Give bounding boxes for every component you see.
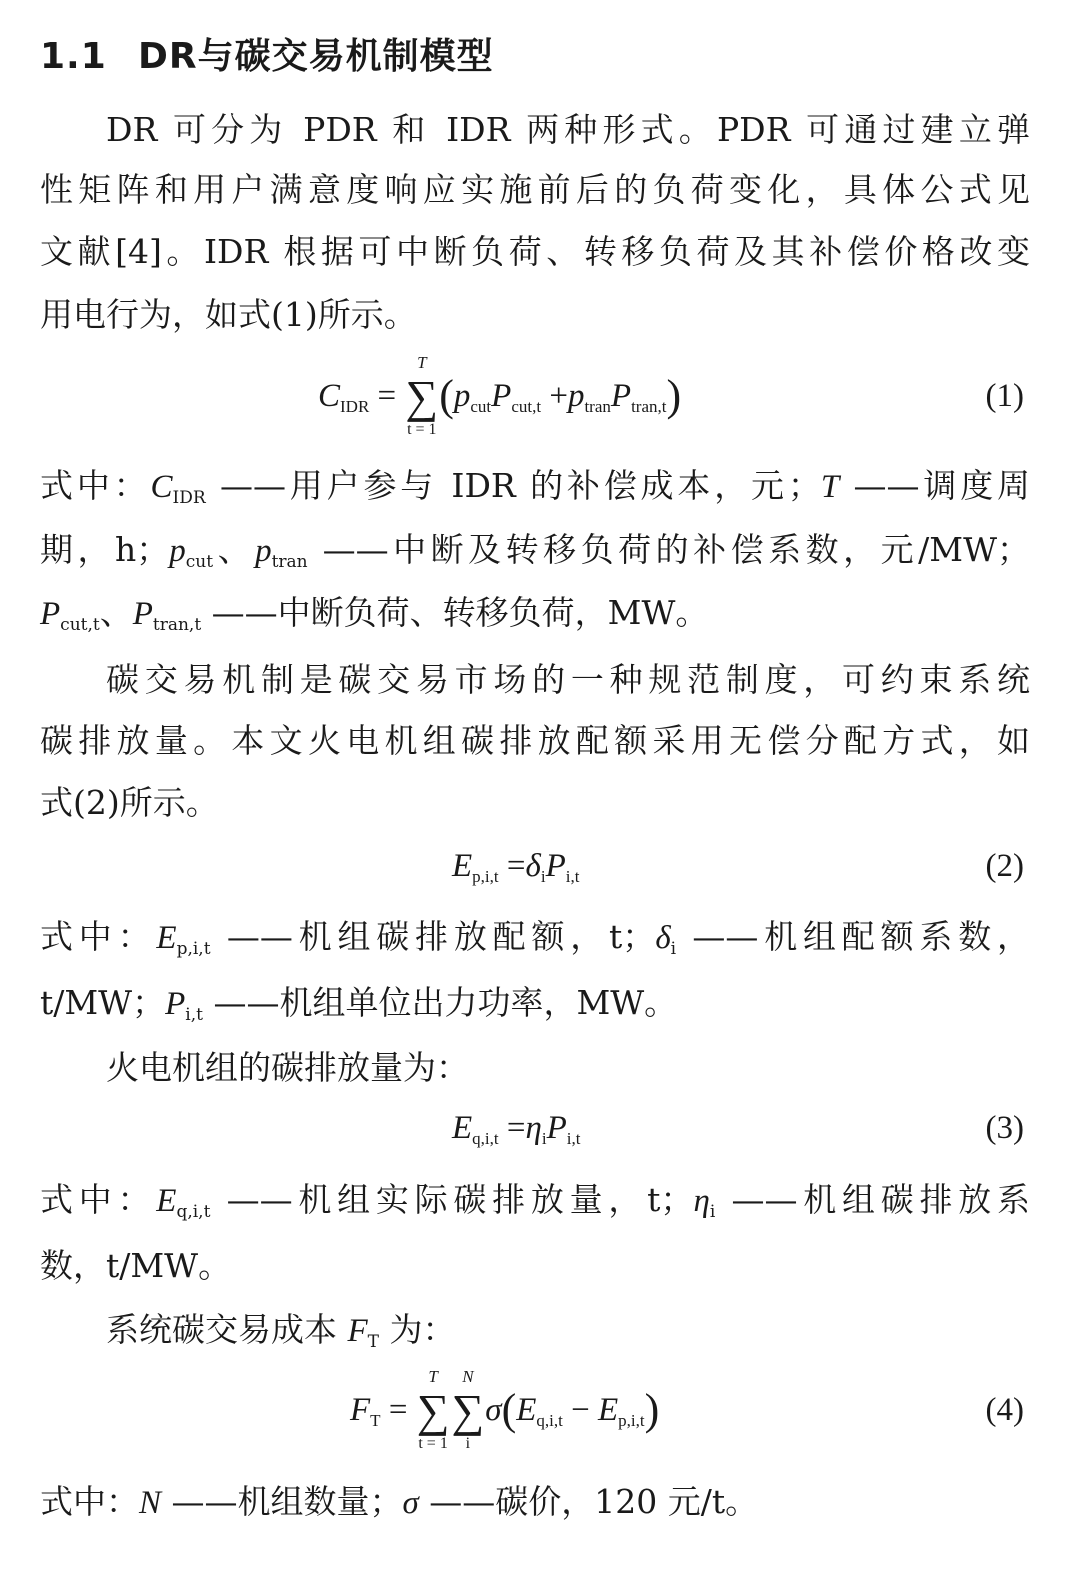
paragraph-line: 碳排放量。本文火电机组碳排放配额采用无偿分配方式，如 bbox=[40, 721, 1030, 760]
definition-line: 式中：$E_{q,i,t}$ ——机组实际碳排放量，t；$\eta_i$ ——机组碳排放系 bbox=[40, 1180, 1031, 1222]
definition-line: 数，t/MW。 bbox=[40, 1246, 232, 1285]
definition-line: 式中：$E_{p,i,t}$ ——机组碳排放配额，t；$\delta_i$ ——机组配额系数， bbox=[40, 917, 1030, 959]
equation-1 bbox=[40, 353, 1030, 442]
equation-4-formula: $F_T$ = ∑ T t = 1 ∑ N i $\sigma(E_{q,i,t} - E_{p,i,t})$ bbox=[350, 1367, 660, 1452]
equation-3-formula: $E_{q,i,t} =\eta_iP_{i,t}$ bbox=[452, 1110, 581, 1148]
equation-1-number: (1) bbox=[985, 378, 1024, 414]
section-title: DR与碳交易机制模型 bbox=[138, 36, 494, 77]
equation-2-number: (2) bbox=[985, 848, 1024, 884]
paragraph-line: DR 可分为 PDR 和 IDR 两种形式。PDR 可通过建立弹 bbox=[106, 110, 1030, 149]
definition-line: 期，h；$p_{cut}$、$p_{tran}$ ——中断及转移负荷的补偿系数，元/MW； bbox=[40, 530, 1031, 572]
summation-symbol: ∑ N i bbox=[451, 1367, 485, 1452]
summation-symbol: ∑ T t = 1 bbox=[405, 353, 439, 438]
definition-line: t/MW；$P_{i,t}$ ——机组单位出力功率，MW。 bbox=[40, 983, 678, 1025]
equation-4-number: (4) bbox=[985, 1392, 1024, 1428]
equation-3-number: (3) bbox=[985, 1110, 1024, 1146]
paragraph-line: 碳交易机制是碳交易市场的一种规范制度，可约束系统 bbox=[106, 660, 1030, 699]
paragraph-line: 火电机组的碳排放量为： bbox=[106, 1048, 469, 1087]
paragraph-line: 文献[4]。IDR 根据可中断负荷、转移负荷及其补偿价格改变 bbox=[40, 232, 1030, 271]
paragraph-line: 系统碳交易成本 $F_T$ 为： bbox=[106, 1310, 456, 1352]
paragraph-line: 用电行为，如式(1)所示。 bbox=[40, 295, 417, 334]
definition-line: 式中：N ——机组数量；σ ——碳价，120 元/t。 bbox=[40, 1482, 759, 1521]
summation-symbol: ∑ T t = 1 bbox=[416, 1367, 450, 1452]
equation-1-formula: $C_{IDR}$ = ∑ T t = 1 $(p_{cut}P_{cut,t} +p_{tran}P_{tran,t})$ bbox=[318, 353, 682, 438]
section-number: 1.1 bbox=[40, 36, 107, 77]
equation-2 bbox=[40, 838, 1030, 918]
definition-line: 式中：$C_{IDR}$ ——用户参与 IDR 的补偿成本，元；T ——调度周 bbox=[40, 466, 1031, 508]
equation-3 bbox=[40, 1102, 1030, 1182]
equation-2-formula: $E_{p,i,t} =\delta_iP_{i,t}$ bbox=[452, 848, 580, 886]
paragraph-line: 性矩阵和用户满意度响应实施前后的负荷变化，具体公式见 bbox=[40, 170, 1030, 209]
section-heading bbox=[40, 28, 494, 79]
paragraph-line: 式(2)所示。 bbox=[40, 783, 219, 822]
equation-4 bbox=[40, 1367, 1030, 1456]
definition-line: $P_{cut,t}$、$P_{tran,t}$ ——中断负荷、转移负荷，MW。 bbox=[40, 593, 709, 635]
